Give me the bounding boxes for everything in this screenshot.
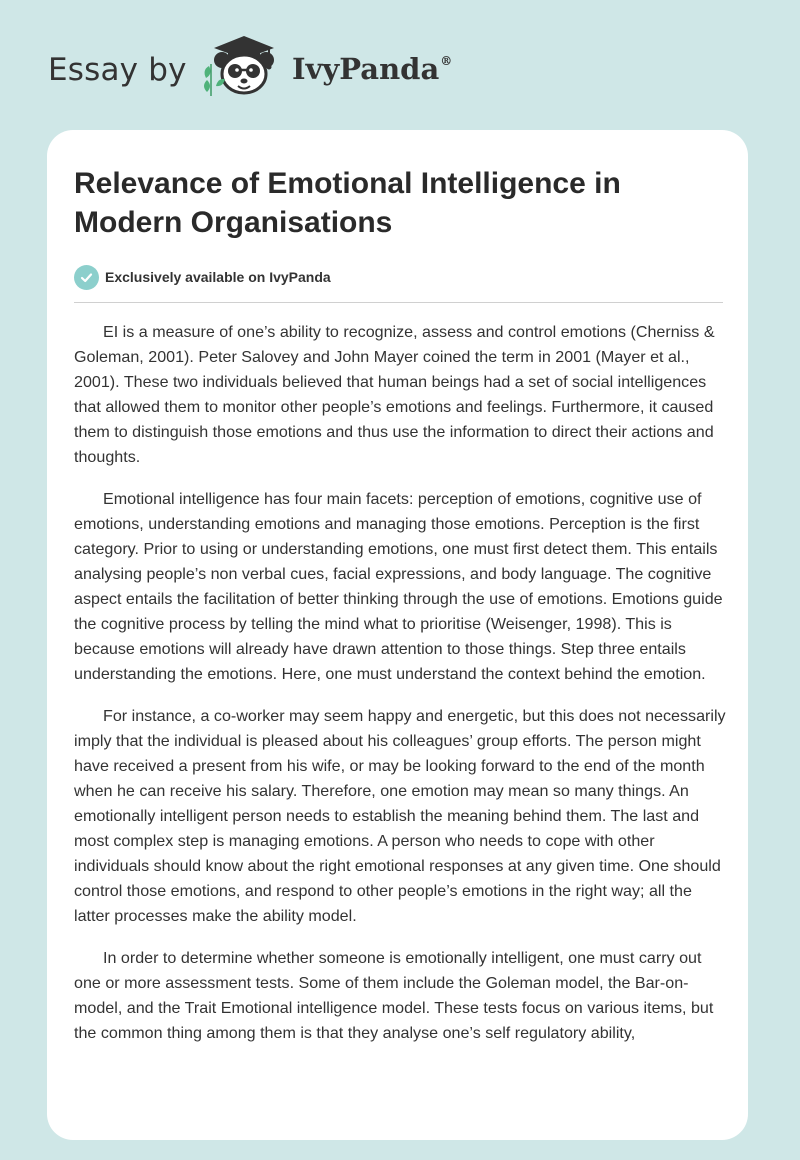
paragraph: For instance, a co-worker may seem happy and energetic, but this does not necessarily imply that the individual is pleased about his colleagues’ group efforts. The person might have received a present from his wife, or may be looking forward to the end of the month when he can receive his salary. Therefore, one emotion may mean so many things. An emotionally intelligent person needs to establish the meaning behind them. The last and most complex step is managing emotions. A person who needs to cope with other individuals should know about the right emotional responses at any given time. One should control those emotions, and respond to other people’s emotions in the right way; all the latter processes make the ability model. bbox=[74, 707, 726, 925]
divider bbox=[74, 302, 723, 303]
paragraph: In order to determine whether someone is emotionally intelligent, one must carry out one or more assessment tests. Some of them include the Goleman model, the Bar-on-model, and the Trait Emotional intelligence model. These tests focus on various items, but the common thing among them is that they analyse one’s self regulatory ability, bbox=[74, 949, 714, 1042]
paragraph: EI is a measure of one’s ability to recognize, assess and control emotions (Cherniss & Goleman, 2001). Peter Salovey and John Mayer coined the term in 2001 (Mayer et al., 2001). These two individuals believed that human beings had a set of social intelligences that allowed them to monitor other people’s emotions and feelings. Furthermore, it caused them to distinguish those emotions and thus use the information to direct their actions and thoughts. bbox=[74, 323, 715, 466]
exclusive-badge-label: Exclusively available on IvyPanda bbox=[105, 269, 331, 285]
paragraph: Emotional intelligence has four main facets: perception of emotions, cognitive use of emotions, understanding emotions and managing those emotions. Perception is the first category. Prior to using or understanding emotions, one must first detect them. This entails analysing people’s non verbal cues, facial expressions, and body language. The cognitive aspect entails the facilitation of better thinking through the use of emotions. Emotions guide the cognitive process by telling the mind what to prioritise (Weisenger, 1998). This is because emotions will already have drawn attention to those things. Step three entails understanding the emotions. Here, one must understand the context behind the emotion. bbox=[74, 490, 723, 683]
registered-mark: ® bbox=[440, 54, 453, 68]
essay-body bbox=[74, 320, 726, 1063]
site-header bbox=[0, 0, 800, 130]
essay-title: Relevance of Emotional Intelligence in Modern Organisations bbox=[74, 167, 621, 239]
check-circle-icon bbox=[74, 265, 99, 290]
essay-by-label: Essay by bbox=[48, 52, 187, 88]
ivypanda-logo-icon[interactable] bbox=[198, 34, 290, 98]
essay-card bbox=[47, 130, 748, 1140]
brand-name[interactable] bbox=[292, 52, 452, 86]
brand-text: IvyPanda bbox=[292, 52, 440, 86]
exclusive-badge bbox=[74, 264, 331, 290]
